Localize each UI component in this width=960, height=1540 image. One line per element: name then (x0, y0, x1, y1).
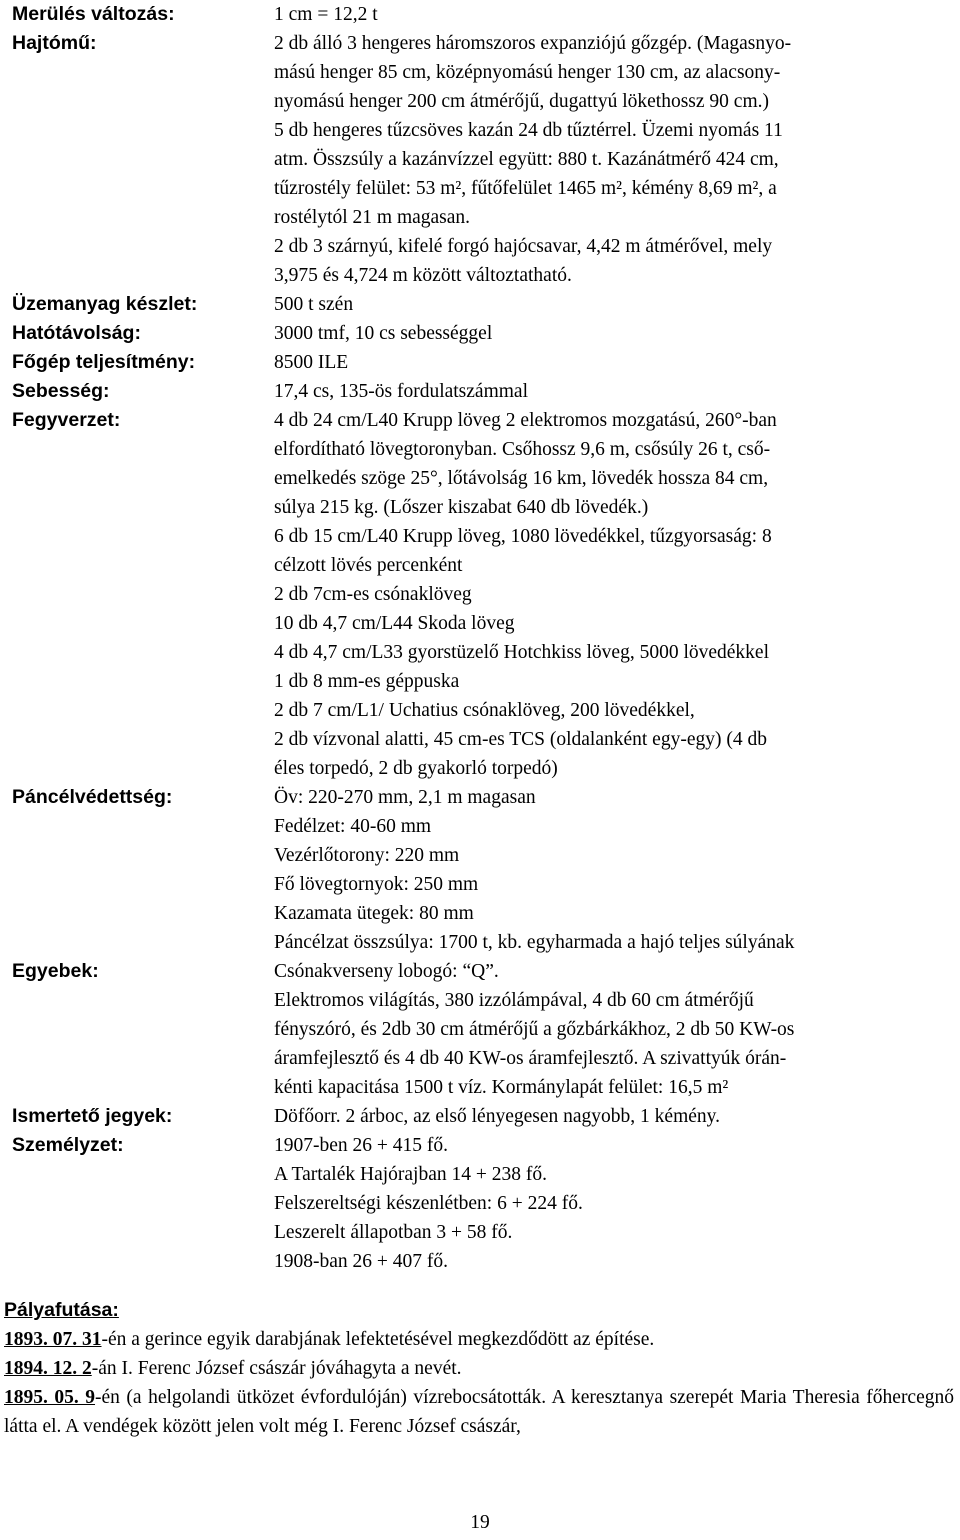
spec-line: Csónakverseny lobogó: “Q”. (274, 961, 499, 982)
spec-line: 500 t szén (274, 294, 354, 315)
spec-line: 2 db 3 szárnyú, kifelé forgó hajócsavar, 4,42 m átmérővel, mely (274, 236, 773, 257)
spec-line: 2 db vízvonal alatti, 45 cm-es TCS (oldalanként egy-egy) (4 db (274, 729, 767, 750)
spec-line: éles torpedó, 2 db gyakorló torpedó) (274, 758, 558, 779)
spec-line: 1 db 8 mm-es géppuska (274, 671, 460, 692)
spec-line: 1907-ben 26 + 415 fő. (274, 1135, 449, 1156)
spec-line: 3000 tmf, 10 cs sebességgel (274, 323, 493, 344)
spec-line: kénti kapacitása 1500 t víz. Kormánylapát felület: 16,5 m² (274, 1077, 729, 1098)
spec-line: rostélytól 21 m magasan. (274, 207, 471, 228)
spec-line: fényszóró, és 2db 30 cm átmérőjű a gőzbárkákhoz, 2 db 50 KW-os (274, 1019, 795, 1040)
spec-line: Döfőorr. 2 árboc, az első lényegesen nagyobb, 1 kémény. (274, 1106, 721, 1127)
spec-line: célzott lövés percenként (274, 555, 463, 576)
spec-line: Elektromos világítás, 380 izzólámpával, 4 db 60 cm átmérőjű (274, 990, 754, 1011)
spec-label: Hajtómű: (12, 32, 97, 54)
spec-label: Üzemanyag készlet: (12, 293, 198, 315)
spec-label: Egyebek: (12, 960, 99, 982)
career-text: -én a gerince egyik darabjának lefektetésével megkezdődött az építése. (101, 1329, 655, 1350)
spec-row (12, 0, 952, 29)
spec-label: Páncélvédettség: (12, 786, 173, 808)
spec-value (274, 783, 952, 957)
spec-line: tűzrostély felület: 53 m², fűtőfelület 1465 m², kémény 8,69 m², a (274, 178, 777, 199)
spec-line: Vezérlőtorony: 220 mm (274, 845, 460, 866)
spec-row (12, 29, 952, 290)
spec-value (274, 1131, 952, 1276)
spec-label: Sebesség: (12, 380, 110, 402)
spec-line: Fő lövegtornyok: 250 mm (274, 874, 479, 895)
spec-line: 8500 ILE (274, 352, 349, 373)
spec-line: 5 db hengeres tűzcsöves kazán 24 db tűztérrel. Üzemi nyomás 11 (274, 120, 783, 141)
spec-label: Fegyverzet: (12, 409, 121, 431)
spec-label: Személyzet: (12, 1134, 124, 1156)
career-date: 1894. 12. 2 (4, 1358, 92, 1379)
spec-line: Fedélzet: 40-60 mm (274, 816, 432, 837)
spec-value (274, 0, 952, 29)
spec-value (274, 406, 952, 783)
spec-line: 1 cm = 12,2 t (274, 4, 378, 25)
spec-line: 4 db 4,7 cm/L33 gyorstüzelő Hotchkiss löveg, 5000 lövedékkel (274, 642, 770, 663)
spec-row (12, 1131, 952, 1276)
career-text: -én (a helgolandi ütközet évfordulóján) vízrebocsátották. A keresztanya szerepét Maria Theresia főhercegnő látta el. A vendégek között jelen volt még I. Ferenc József császár, (4, 1387, 954, 1437)
career-entry (4, 1383, 954, 1441)
spec-value (274, 348, 952, 377)
spec-line: mású henger 85 cm, középnyomású henger 130 cm, az alacsony- (274, 62, 781, 83)
spec-line: emelkedés szöge 25°, lőtávolság 16 km, lövedék hossza 84 cm, (274, 468, 769, 489)
spec-label: Hatótávolság: (12, 322, 141, 344)
spec-line: áramfejlesztő és 4 db 40 KW-os áramfejlesztő. A szivattyúk órán- (274, 1048, 787, 1069)
spec-row (12, 319, 952, 348)
spec-line: atm. Összsúly a kazánvízzel együtt: 880 t. Kazánátmérő 424 cm, (274, 149, 779, 170)
career-entries (4, 1325, 954, 1441)
spec-row (12, 348, 952, 377)
spec-line: Felszereltségi készenlétben: 6 + 224 fő. (274, 1193, 583, 1214)
career-text: -án I. Ferenc József császár jóváhagyta a nevét. (91, 1358, 462, 1379)
spec-value (274, 290, 952, 319)
spec-line: Kazamata ütegek: 80 mm (274, 903, 474, 924)
spec-label: Merülés változás: (12, 3, 175, 25)
career-section (4, 1296, 954, 1441)
spec-line: 4 db 24 cm/L40 Krupp löveg 2 elektromos mozgatású, 260°-ban (274, 410, 777, 431)
spec-label: Ismertető jegyek: (12, 1105, 173, 1127)
spec-label: Főgép teljesítmény: (12, 351, 196, 373)
spec-row (12, 290, 952, 319)
spec-line: 6 db 15 cm/L40 Krupp löveg, 1080 lövedékkel, tűzgyorsaság: 8 (274, 526, 772, 547)
spec-value (274, 377, 952, 406)
spec-line: nyomású henger 200 cm átmérőjű, dugattyú lökethossz 90 cm.) (274, 91, 769, 112)
career-entry (4, 1325, 954, 1354)
career-date: 1893. 07. 31 (4, 1329, 102, 1350)
spec-line: A Tartalék Hajórajban 14 + 238 fő. (274, 1164, 547, 1185)
spec-line: 1908-ban 26 + 407 fő. (274, 1251, 449, 1272)
spec-line: 2 db álló 3 hengeres háromszoros expanziójú gőzgép. (Magasnyo- (274, 33, 792, 54)
spec-line: 2 db 7cm-es csónaklöveg (274, 584, 472, 605)
spec-value (274, 1102, 952, 1131)
spec-value (274, 29, 952, 290)
spec-line: Öv: 220-270 mm, 2,1 m magasan (274, 787, 536, 808)
spec-line: súlya 215 kg. (Lőszer kiszabat 640 db lövedék.) (274, 497, 649, 518)
career-entry (4, 1354, 954, 1383)
spec-body (12, 0, 952, 1276)
spec-row (12, 1102, 952, 1131)
spec-value (274, 957, 952, 1102)
spec-row (12, 377, 952, 406)
spec-row (12, 406, 952, 783)
career-heading: Pályafutása: (4, 1299, 119, 1321)
spec-line: Leszerelt állapotban 3 + 58 fő. (274, 1222, 513, 1243)
spec-line: 3,975 és 4,724 m között változtatható. (274, 265, 572, 286)
spec-line: 17,4 cs, 135-ös fordulatszámmal (274, 381, 528, 402)
spec-row (12, 783, 952, 957)
page-number: 19 (470, 1512, 490, 1533)
spec-line: 10 db 4,7 cm/L44 Skoda löveg (274, 613, 515, 634)
spec-value (274, 319, 952, 348)
spec-row (12, 957, 952, 1102)
career-date: 1895. 05. 9 (4, 1387, 96, 1408)
spec-table (12, 0, 952, 1276)
spec-line: 2 db 7 cm/L1/ Uchatius csónaklöveg, 200 lövedékkel, (274, 700, 695, 721)
spec-line: Páncélzat összsúlya: 1700 t, kb. egyharmada a hajó teljes súlyának (274, 932, 795, 953)
spec-line: elfordítható lövegtoronyban. Csőhossz 9,6 m, csősúly 26 t, cső- (274, 439, 771, 460)
